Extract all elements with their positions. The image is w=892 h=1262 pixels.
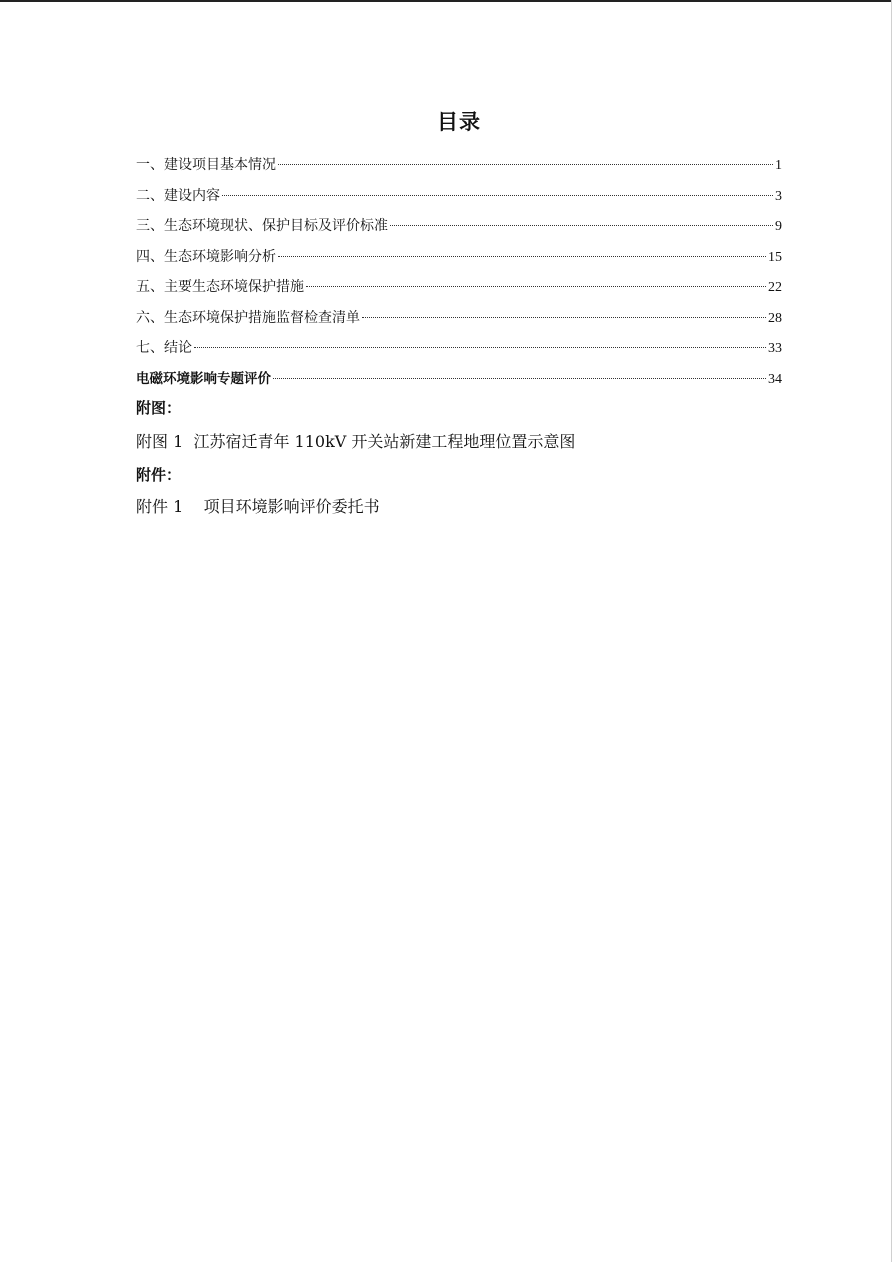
attachment-item: 附件 1 项目环境影响评价委托书: [136, 497, 380, 516]
figure-item: 附图 1 江苏宿迁青年 110kV 开关站新建工程地理位置示意图: [136, 432, 576, 451]
toc-entry-text: 三、生态环境现状、保护目标及评价标准: [136, 218, 388, 234]
toc-entry-text: 五、主要生态环境保护措施: [136, 279, 304, 295]
toc-dot-leader: [362, 317, 766, 318]
toc-dot-leader: [390, 225, 773, 226]
toc-entry-text: 电磁环境影响专题评价: [136, 370, 271, 387]
toc-dot-leader: [278, 164, 773, 165]
toc-entry[interactable]: [136, 303, 782, 334]
toc-page-number: 1: [775, 158, 782, 173]
top-border-line: [0, 0, 892, 2]
toc-entry-text: 一、建设项目基本情况: [136, 157, 276, 173]
toc-dot-leader: [306, 286, 766, 287]
toc-page-number: 33: [768, 341, 782, 356]
toc-entry[interactable]: [136, 272, 782, 303]
toc-entry-text: 六、生态环境保护措施监督检查清单: [136, 309, 360, 326]
toc-entry[interactable]: [136, 150, 782, 181]
toc-title: 目录: [437, 110, 481, 134]
toc-page-number: 3: [775, 188, 782, 204]
toc-dot-leader: [194, 347, 766, 348]
toc-page-number: 22: [768, 280, 782, 295]
toc-entry[interactable]: [136, 211, 782, 242]
toc-dot-leader: [278, 256, 766, 257]
toc-page-number: 28: [768, 310, 782, 326]
figures-heading: 附图：: [136, 399, 182, 417]
toc-dot-leader: [273, 378, 766, 379]
toc-entry[interactable]: [136, 181, 782, 212]
toc-page-number: 34: [768, 371, 782, 387]
toc-entry-text: 四、生态环境影响分析: [136, 248, 276, 265]
toc-entry[interactable]: [136, 333, 782, 364]
toc-entry[interactable]: [136, 364, 782, 395]
toc-page-number: 15: [768, 249, 782, 265]
toc-entry[interactable]: [136, 242, 782, 273]
toc-dot-leader: [222, 195, 773, 196]
toc-list: [136, 150, 782, 394]
toc-page-number: 9: [775, 219, 782, 234]
attachments-heading: 附件：: [136, 466, 182, 484]
toc-entry-text: 二、建设内容: [136, 187, 220, 204]
toc-entry-text: 七、结论: [136, 340, 192, 356]
